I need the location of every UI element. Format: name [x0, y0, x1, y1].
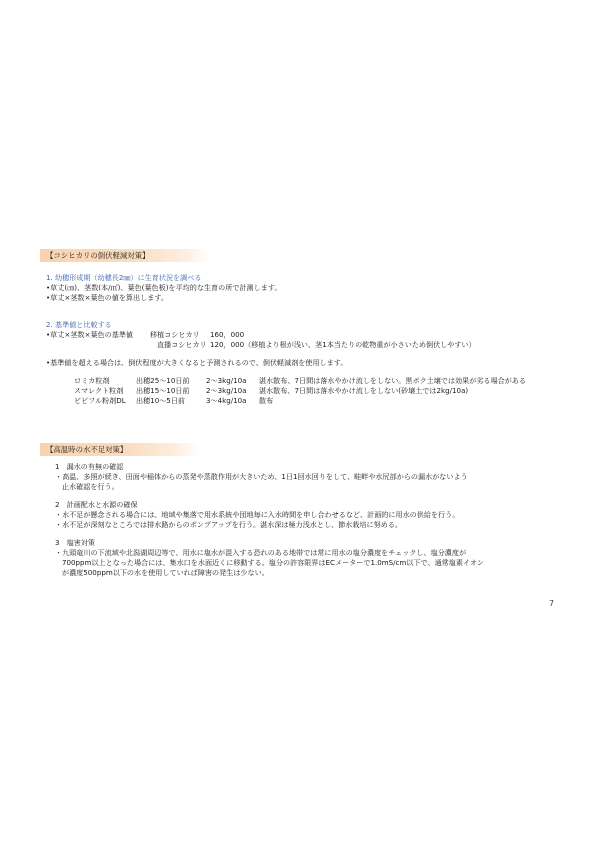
agent-method: 湛水散布、7日間は落水やかけ流しをしない。黒ボク土壌では効果が劣る場合がある	[259, 376, 526, 385]
agent-method: 散布	[259, 396, 274, 405]
survey-line-2: •草丈×茎数×葉色の値を算出します。	[46, 293, 168, 302]
agent-dose: 2～3kg/10a	[206, 376, 247, 385]
direct-value: 120，000（移植より根が浅い、茎1本当たりの乾物重が小さいため倒伏しやすい）	[210, 340, 476, 349]
section-banner-water-shortage: 【高温時の水不足対策】	[40, 443, 200, 456]
agent-timing: 出穂15～10日前	[136, 386, 190, 395]
direct-label: 直播コシヒカリ	[157, 340, 207, 349]
salt-damage-heading: 3 塩害対策	[55, 538, 95, 547]
agent-dose: 3～4kg/10a	[206, 396, 247, 405]
agent-timing: 出穂10～5日前	[136, 396, 186, 405]
salt-damage-line-3: が濃度500ppm以下の水を使用していれば障害の発生は少ない。	[62, 568, 269, 577]
transplant-value: 160，000	[210, 330, 245, 339]
leak-check-line-2: 止水確認を行う。	[62, 482, 119, 491]
agent-name: ロミカ粒剤	[74, 376, 110, 385]
salt-damage-line-2: 700ppm以上となった場合には、集水口を水面近くに移動する。塩分の許容限界はECメーターで1.0mS/cm以下で、通常塩素イオン	[62, 558, 485, 567]
threshold-note: •基準値を超える場合は、倒伏程度が大きくなると予測されるので、倒伏軽減剤を使用します。	[46, 358, 348, 367]
leak-check-heading: 1 漏水の有無の確認	[55, 462, 124, 471]
leak-check-line-1: ・高温、多照が続き、田面や稲体からの蒸発や蒸散作用が大きいため、1日1回水回りをして、畦畔や水尻部からの漏水がないよう	[55, 472, 468, 481]
water-plan-line-1: ・水不足が懸念される場合には、地域や集落で用水系統や団地毎に入水時間を申し合わせるなど、計画的に用水の供給を行う。	[55, 510, 460, 519]
water-plan-heading: 2 計画配水と水源の確保	[55, 500, 138, 509]
transplant-label: 移植コシヒカリ	[150, 330, 200, 339]
water-plan-line-2: ・水不足が深刻なところでは排水路からのポンプアップを行う。湛水深は極力浅水とし、節水栽培に努める。	[55, 520, 403, 529]
salt-damage-line-1: ・九頭竜川の下流域や北潟湖周辺等で、用水に塩水が混入する恐れのある地帯では常に用水の塩分濃度をチェックし、塩分濃度が	[55, 548, 467, 557]
survey-line-1: •草丈(㎝)、茎数(本/㎡)、葉色(葉色板)を平均的な生育の所で計測します。	[46, 283, 282, 292]
agent-timing: 出穂25～10日前	[136, 376, 190, 385]
section-banner-lodging: 【コシヒカリの倒伏軽減対策】	[40, 249, 210, 262]
agent-name: ビビフル粉剤DL	[74, 396, 126, 405]
agent-dose: 2～3kg/10a	[206, 386, 247, 395]
formula-label: •草丈×茎数×葉色の基準値	[46, 330, 134, 339]
agent-method: 湛水散布、7日間は落水やかけ流しをしない(砂壌土では2kg/10a)	[259, 386, 469, 395]
step-heading-compare: 2. 基準値と比較する	[46, 320, 112, 329]
agent-name: スマレクト粒剤	[74, 386, 124, 395]
page-number: 7	[549, 599, 555, 608]
step-heading-growth-survey: 1. 幼穂形成期（幼穂長2㎜）に生育状況を調べる	[46, 273, 202, 282]
